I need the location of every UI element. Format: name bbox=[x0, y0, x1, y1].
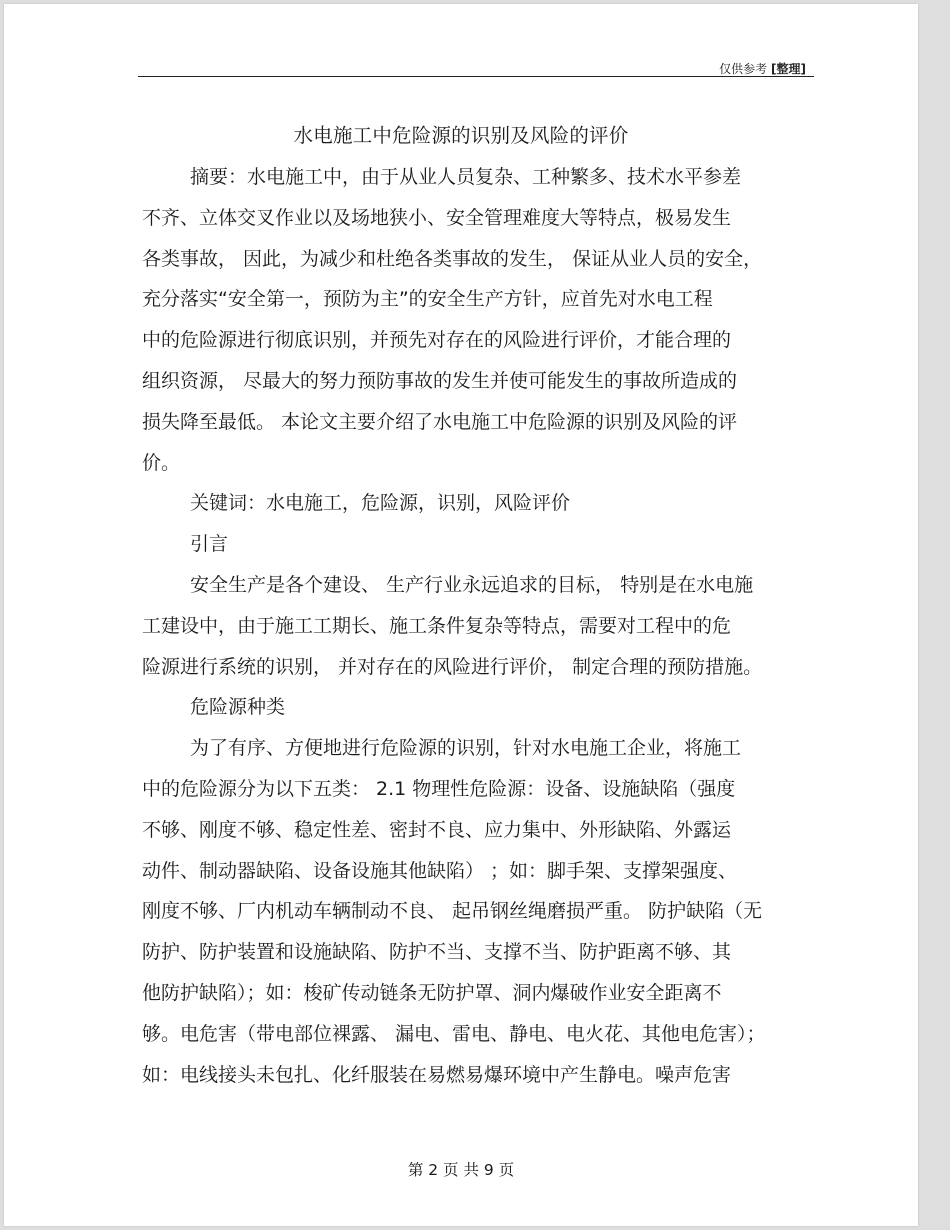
header-tag: [整理] bbox=[771, 62, 806, 76]
body-line: 不够、刚度不够、稳定性差、密封不良、应力集中、外形缺陷、外露运 bbox=[142, 818, 732, 841]
body-line: 关键词：水电施工，危险源，识别，风险评价 bbox=[190, 492, 571, 515]
body-line: 损失降至最低。 本论文主要介绍了水电施工中危险源的识别及风险的评 bbox=[142, 410, 738, 433]
body-line: 为了有序、方便地进行危险源的识别，针对水电施工企业，将施工 bbox=[190, 737, 742, 760]
body-line: 中的危险源进行彻底识别，并预先对存在的风险进行评价，才能合理的 bbox=[142, 329, 732, 352]
header-note bbox=[719, 60, 806, 77]
body-line: 价。 bbox=[142, 451, 181, 474]
body-line: 中的危险源分为以下五类： 2.1 物理性危险源：设备、设施缺陷（强度 bbox=[142, 777, 736, 800]
body-line: 安全生产是各个建设、 生产行业永远追求的目标， 特别是在水电施 bbox=[190, 573, 754, 596]
body-line: 摘要：水电施工中，由于从业人员复杂、工种繁多、技术水平参差 bbox=[190, 166, 742, 188]
body-line: 组织资源， 尽最大的努力预防事故的发生并使可能发生的事故所造成的 bbox=[142, 369, 738, 392]
body-line: 险源进行系统的识别， 并对存在的风险进行评价， 制定合理的预防措施。 bbox=[142, 655, 763, 678]
body-line: 充分落实“安全第一，预防为主”的安全生产方针，应首先对水电工程 bbox=[142, 288, 713, 311]
page-number-footer: 第 2 页 共 9 页 bbox=[407, 1161, 515, 1179]
body-line: 不齐、立体交叉作业以及场地狭小、安全管理难度大等特点，极易发生 bbox=[142, 206, 732, 229]
body-line: 引言 bbox=[190, 533, 229, 556]
body-line: 他防护缺陷）；如：梭矿传动链条无防护罩、洞内爆破作业安全距离不 bbox=[142, 981, 722, 1004]
body-line: 够。电危害（带电部位裸露、 漏电、雷电、静电、电火花、其他电危害）； bbox=[142, 1022, 766, 1045]
body-line: 如：电线接头未包扎、化纤服装在易燃易爆环境中产生静电。噪声危害 bbox=[142, 1063, 732, 1086]
header-divider bbox=[138, 76, 814, 77]
body-line: 防护、防护装置和设施缺陷、防护不当、支撑不当、防护距离不够、其 bbox=[142, 941, 732, 964]
document-body bbox=[142, 164, 822, 1102]
body-line: 动件、制动器缺陷、设备设施其他缺陷） ；如：脚手架、支撑架强度、 bbox=[142, 859, 738, 882]
body-line: 各类事故， 因此，为减少和杜绝各类事故的发生， 保证从业人员的安全， bbox=[142, 247, 763, 270]
body-line: 刚度不够、厂内机动车辆制动不良、 起吊钢丝绳磨损严重。 防护缺陷（无 bbox=[142, 900, 763, 923]
document-title: 水电施工中危险源的识别及风险的评价 bbox=[293, 124, 629, 147]
body-line: 危险源种类 bbox=[190, 696, 286, 719]
body-line: 工建设中，由于施工工期长、施工条件复杂等特点，需要对工程中的危 bbox=[142, 614, 732, 637]
header-note-text: 仅供参考 bbox=[719, 62, 768, 76]
document-page bbox=[4, 4, 918, 1226]
